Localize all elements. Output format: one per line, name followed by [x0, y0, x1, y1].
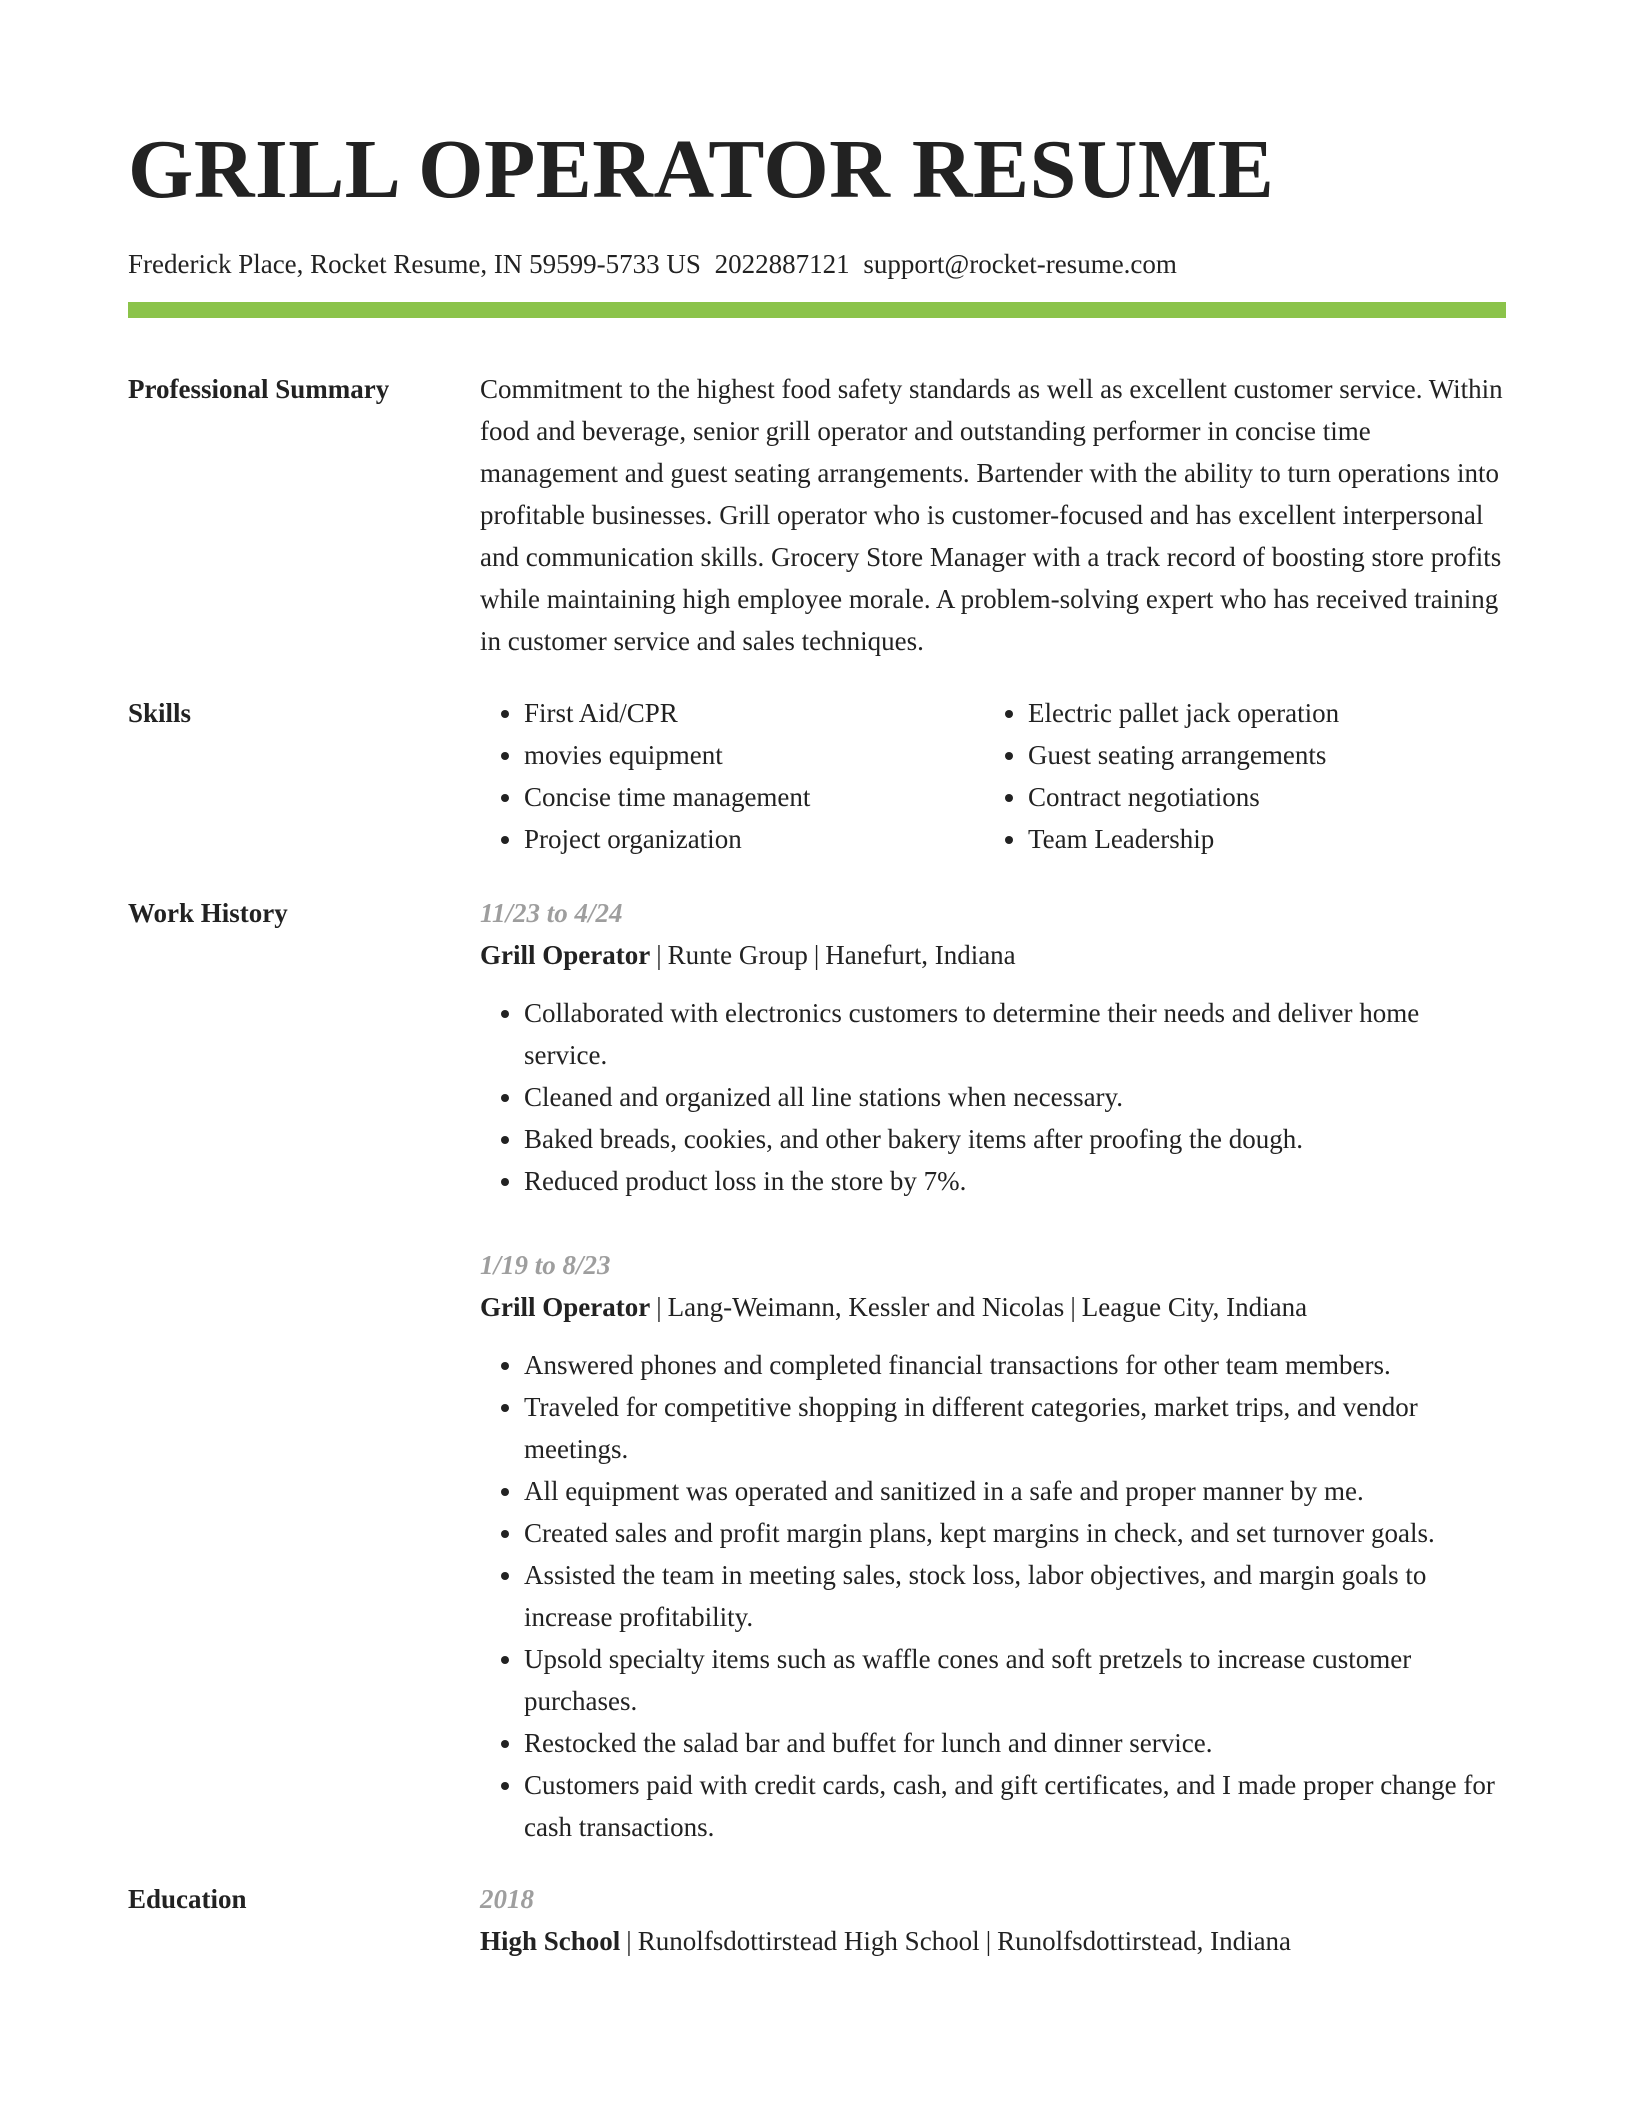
education-year: 2018: [480, 1884, 534, 1914]
skill-item: • Concise time management: [524, 776, 984, 818]
contact-address: Frederick Place, Rocket Resume, IN 59599-5733 US: [128, 249, 701, 279]
contact-phone: 2022887121: [714, 249, 850, 279]
section-label-education: Education: [128, 1884, 247, 1914]
section-label-skills: Skills: [128, 698, 192, 728]
job-company: Lang-Weimann, Kessler and Nicolas: [667, 1292, 1065, 1322]
job-role-line: Grill Operator | Runte Group | Hanefurt, Indiana: [480, 940, 1016, 970]
job-title: Grill Operator: [480, 1292, 651, 1322]
job-bullet: • Cleaned and organized all line stations when necessary.: [524, 1076, 1506, 1118]
job-location: Hanefurt, Indiana: [825, 940, 1016, 970]
job-bullets: [480, 992, 1506, 1202]
job-bullet: • All equipment was operated and sanitized in a safe and proper manner by me.: [524, 1470, 1506, 1512]
education-school: Runolfsdottirstead High School: [637, 1926, 980, 1956]
job-entry: [480, 1244, 1506, 1848]
contact-email[interactable]: support@rocket-resume.com: [863, 249, 1177, 279]
job-bullet: • Traveled for competitive shopping in different categories, market trips, and vendor meetings.: [524, 1386, 1506, 1470]
summary-text: Commitment to the highest food safety standards as well as excellent customer service. Within food and beverage, senior grill operator and outstanding performer in concise time management and guest seating arrangements. Bartender with the ability to turn operations into profitable businesses. Grill operator who is customer-focused and has excellent interpersonal and communication skills. Grocery Store Manager with a track record of boosting store profits while maintaining high employee morale. A problem-solving expert who has received training in customer service and sales techniques.: [480, 374, 1503, 656]
resume-page: [128, 118, 1506, 1962]
skills-section: [128, 692, 1506, 860]
skill-item: • First Aid/CPR: [524, 692, 984, 734]
job-dates: 1/19 to 8/23: [480, 1250, 611, 1280]
job-title: Grill Operator: [480, 940, 651, 970]
job-bullet: • Restocked the salad bar and buffet for lunch and dinner service.: [524, 1722, 1506, 1764]
job-location: League City, Indiana: [1081, 1292, 1308, 1322]
resume-title: GRILL OPERATOR RESUME: [128, 123, 1275, 216]
skill-item: • Guest seating arrangements: [1028, 734, 1488, 776]
header-divider: [128, 302, 1506, 318]
job-bullet: • Assisted the team in meeting sales, stock loss, labor objectives, and margin goals to increase profitability.: [524, 1554, 1506, 1638]
summary-section: [128, 368, 1506, 662]
education-line: High School | Runolfsdottirstead High School | Runolfsdottirstead, Indiana: [480, 1926, 1292, 1956]
skill-item: • Electric pallet jack operation: [1028, 692, 1488, 734]
education-section: [128, 1878, 1506, 1962]
skill-item: • Team Leadership: [1028, 818, 1488, 860]
job-company: Runte Group: [667, 940, 808, 970]
job-bullet: • Reduced product loss in the store by 7%.: [524, 1160, 1506, 1202]
skills-list-left: [480, 692, 984, 860]
skill-item: • movies equipment: [524, 734, 984, 776]
job-bullets: [480, 1344, 1506, 1848]
job-bullet: • Upsold specialty items such as waffle cones and soft pretzels to increase customer purchases.: [524, 1638, 1506, 1722]
job-bullet: • Created sales and profit margin plans, kept margins in check, and set turnover goals.: [524, 1512, 1506, 1554]
skill-item: • Contract negotiations: [1028, 776, 1488, 818]
section-label-summary: Professional Summary: [128, 374, 390, 404]
section-label-work: Work History: [128, 898, 288, 928]
job-role-line: Grill Operator | Lang-Weimann, Kessler and Nicolas | League City, Indiana: [480, 1292, 1308, 1322]
education-location: Runolfsdottirstead, Indiana: [997, 1926, 1292, 1956]
contact-line: [128, 246, 1506, 282]
education-degree: High School: [480, 1926, 621, 1956]
job-dates: 11/23 to 4/24: [480, 898, 623, 928]
skill-item: • Project organization: [524, 818, 984, 860]
job-bullet: • Baked breads, cookies, and other bakery items after proofing the dough.: [524, 1118, 1506, 1160]
skills-list-right: [984, 692, 1488, 860]
job-bullet: • Answered phones and completed financial transactions for other team members.: [524, 1344, 1506, 1386]
work-history-section: [128, 892, 1506, 1848]
job-entry: [480, 892, 1506, 1202]
job-bullet: • Customers paid with credit cards, cash, and gift certificates, and I made proper change for cash transactions.: [524, 1764, 1506, 1848]
job-bullet: • Collaborated with electronics customers to determine their needs and deliver home service.: [524, 992, 1506, 1076]
